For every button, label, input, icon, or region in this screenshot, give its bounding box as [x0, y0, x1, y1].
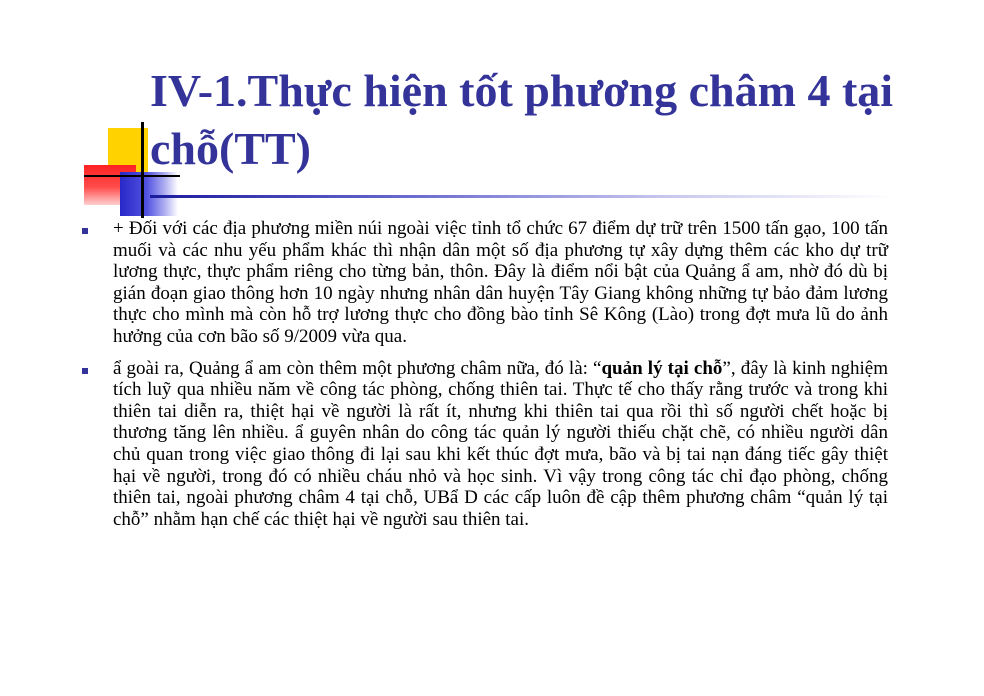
slide-title: IV-1.Thực hiện tốt phương châm 4 tại chỗ(TT): [150, 65, 894, 174]
bullet-text-2: [113, 358, 888, 531]
logo-vertical-line: [141, 122, 144, 218]
bullet-text-2-before: ẩ goài ra, Quảng ẩ am còn thêm một phương châm nữa, đó là: “: [113, 357, 602, 379]
bullet-item-2: [80, 358, 888, 531]
bullet-text-2-bold: quản lý tại chỗ: [601, 357, 723, 379]
bullet-text-2-after: ”, đây là kinh nghiệm tích luỹ qua nhiều năm về công tác phòng, chống thiên tai. Thực tế cho thấy rằng trước và trong khi thiên tai diễn ra, thiệt hại về người là rất ít, nhưng khi thiên tai qua rồi thì số người chết hoặc bị thương tăng lên nhiều. ẩ guyên nhân do công tác quản lý người thiếu chặt chẽ, có nhiều người dân chủ quan trong việc giao thông đi lại sau khi kết thúc đợt mưa, bão và bị tai nạn đáng tiếc gây thiệt hại về người, trong đó có nhiều cháu nhỏ và học sinh. Vì vậy trong công tác chỉ đạo phòng, chống thiên tai, ngoài phương châm 4 tại chỗ, UBẩ D các cấp luôn đề cập thêm phương châm “quản lý tại chỗ” nhằm hạn chế các thiệt hại về người sau thiên tai.: [113, 357, 888, 530]
bullet-list: [80, 218, 888, 540]
square-bullet-icon: [82, 228, 88, 234]
logo-blue-square-icon: [120, 172, 178, 216]
title-underline-rule: [150, 195, 894, 198]
bullet-item-1: [80, 218, 888, 348]
square-bullet-icon: [82, 368, 88, 374]
bullet-text-1: + Đối với các địa phương miền núi ngoài việc tỉnh tổ chức 67 điểm dự trữ trên 1500 tấn gạo, 100 tấn muối và các nhu yếu phẩm khác thì nhận dân một số địa phương tự xây dựng thêm các kho dự trữ lương thực, thực phẩm riêng cho từng bản, thôn. Đây là điểm nổi bật của Quảng ẩ am, nhờ đó dù bị gián đoạn giao thông hơn 10 ngày nhưng nhân dân huyện Tây Giang không những tự bảo đảm lương thực cho mình mà còn hỗ trợ lương thực cho đồng bào tỉnh Sê Kông (Lào) trong đợt mưa lũ do ảnh hưởng của cơn bão số 9/2009 vừa qua.: [113, 218, 888, 347]
